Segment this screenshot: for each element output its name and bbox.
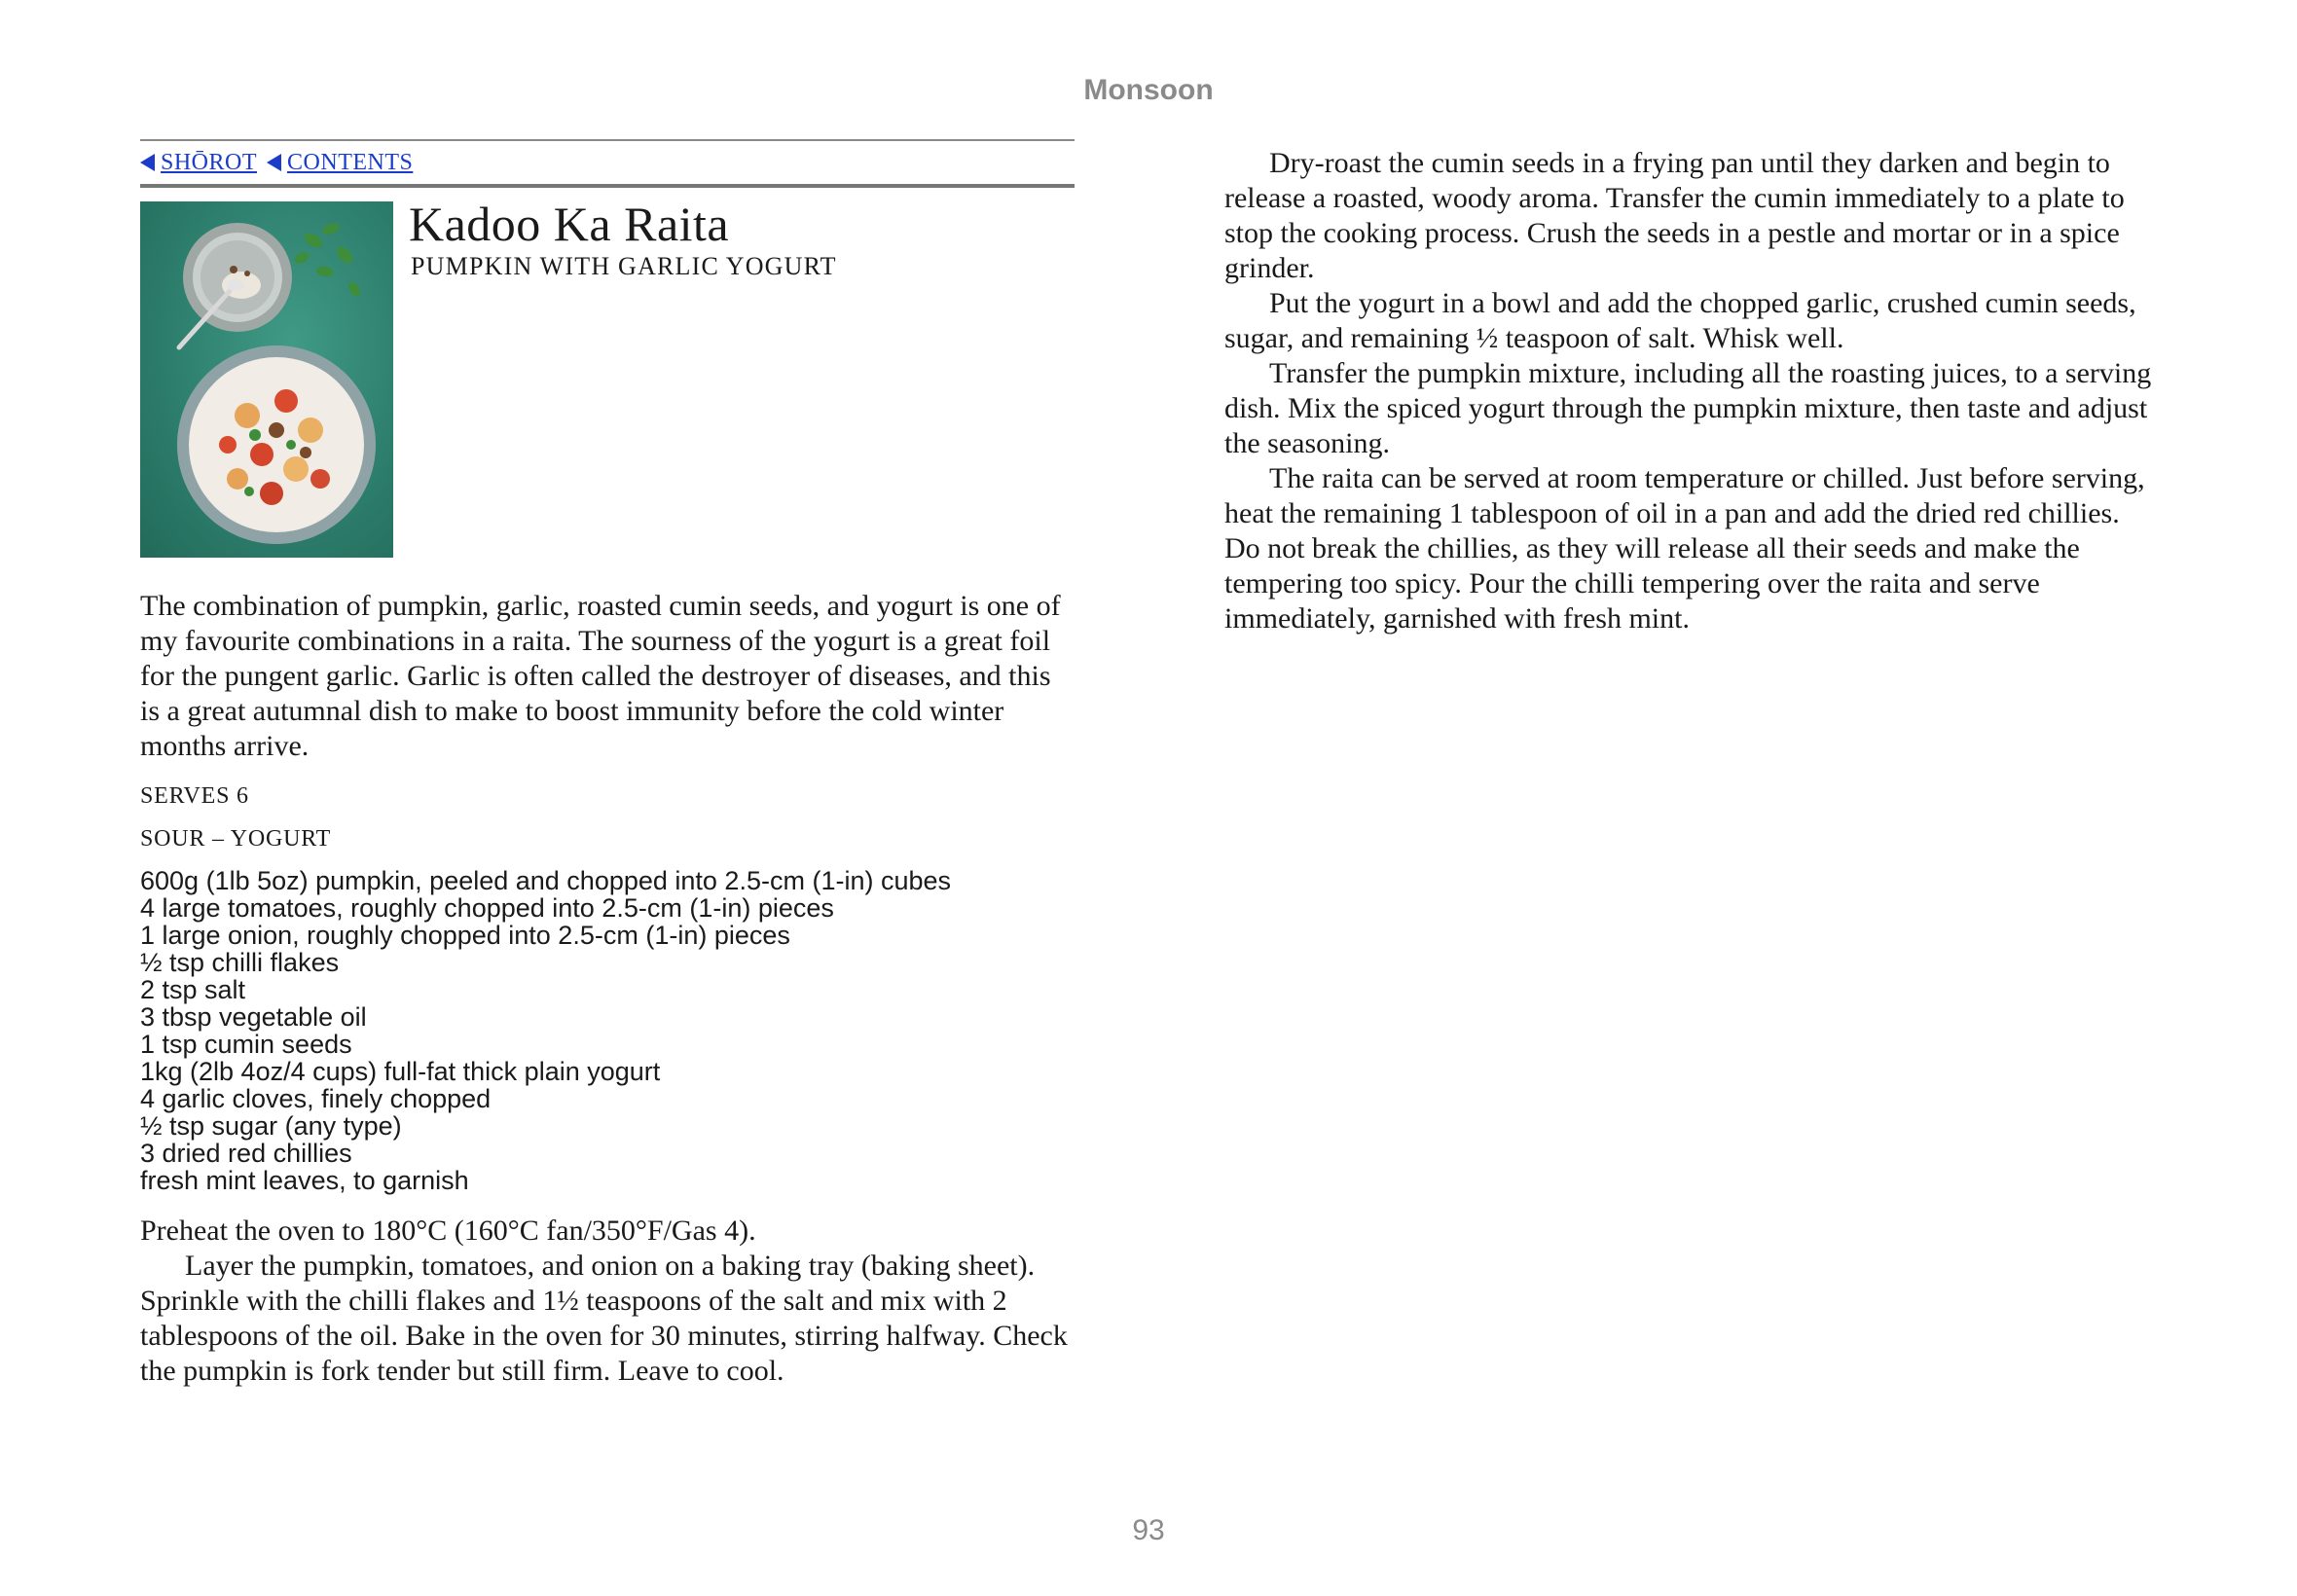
back-to-contents-link[interactable] — [267, 150, 413, 176]
ingredient-item: ½ tsp chilli flakes — [140, 948, 340, 977]
ingredient-item: 3 dried red chillies — [140, 1139, 352, 1168]
ingredient-item: 4 garlic cloves, finely chopped — [140, 1084, 492, 1113]
raita-bowl-illustration — [140, 201, 393, 558]
recipe-header — [140, 197, 1075, 560]
page-number: 93 — [1132, 1514, 1165, 1546]
back-chapter-label: SHŌROT — [161, 149, 258, 175]
method-left — [140, 1214, 1075, 1389]
book-title: Monsoon — [1083, 74, 1214, 106]
ingredient-item: 1kg (2lb 4oz/4 cups) full-fat thick plain yogurt — [140, 1057, 661, 1086]
navigation-bar — [140, 141, 1075, 184]
ingredient-item: 2 tsp salt — [140, 975, 246, 1004]
method-step: Layer the pumpkin, tomatoes, and onion on a baking tray (baking sheet). Sprinkle with the chilli flakes and 1½ teaspoons of the salt and mix with 2 tablespoons of the oil. Bake in the oven for 30 minutes, stirring halfway. Check the pumpkin is fork tender but still firm. Leave to cool. — [140, 1250, 1068, 1387]
recipe-intro: The combination of pumpkin, garlic, roasted cumin seeds, and yogurt is one of my favourite combinations in a raita. The sourness of the yogurt is a great foil for the pungent garlic. Garlic is often called the destroyer of diseases, and this is a great autumnal dish to make to boost immunity before the cold winter months arrive. — [140, 590, 1061, 762]
method-step: Put the yogurt in a bowl and add the chopped garlic, crushed cumin seeds, sugar, and remaining ½ teaspoon of salt. Whisk well. — [1224, 287, 2136, 354]
back-arrow-icon — [140, 154, 155, 171]
method-step: Dry-roast the cumin seeds in a frying pan until they darken and begin to release a roasted, woody aroma. Transfer the cumin immediately to a plate to stop the cooking process. Crush the seeds in a pestle and mortar or in a spice grinder. — [1224, 147, 2125, 284]
back-arrow-icon — [267, 154, 281, 171]
ingredient-item: 600g (1lb 5oz) pumpkin, peeled and chopped into 2.5-cm (1-in) cubes — [140, 866, 952, 895]
ingredients-list — [140, 867, 1075, 1194]
recipe-title: Kadoo Ka Raita — [409, 197, 730, 251]
recipe-photo — [140, 201, 393, 558]
ingredient-item: 3 tbsp vegetable oil — [140, 1002, 367, 1032]
ingredient-item: 1 large onion, roughly chopped into 2.5-cm (1-in) pieces — [140, 921, 790, 950]
ingredient-item: fresh mint leaves, to garnish — [140, 1166, 469, 1195]
recipe-subtitle: PUMPKIN WITH GARLIC YOGURT — [411, 252, 837, 280]
category-label: SOUR – YOGURT — [140, 826, 332, 852]
method-step: Transfer the pumpkin mixture, including all the roasting juices, to a serving dish. Mix the spiced yogurt through the pumpkin mixture, then taste and adjust the seasoning. — [1224, 357, 2152, 459]
left-page-column — [140, 139, 1075, 1389]
ingredient-item: ½ tsp sugar (any type) — [140, 1111, 402, 1141]
nav-rule — [140, 184, 1075, 188]
right-page-column — [1224, 146, 2159, 636]
method-step: The raita can be served at room temperature or chilled. Just before serving, heat the remaining 1 tablespoon of oil in a pan and add the dried red chillies. Do not break the chillies, as they will release all their seeds and make the tempering too spicy. Pour the chilli tempering over the raita and serve immediately, garnished with fresh mint. — [1224, 462, 2145, 635]
serves-label: SERVES 6 — [140, 783, 249, 809]
back-to-chapter-link[interactable] — [140, 150, 257, 176]
ingredient-item: 4 large tomatoes, roughly chopped into 2.5-cm (1-in) pieces — [140, 893, 834, 923]
back-contents-label: CONTENTS — [287, 149, 414, 175]
method-step: Preheat the oven to 180°C (160°C fan/350°F/Gas 4). — [140, 1215, 756, 1247]
ingredient-item: 1 tsp cumin seeds — [140, 1030, 352, 1059]
